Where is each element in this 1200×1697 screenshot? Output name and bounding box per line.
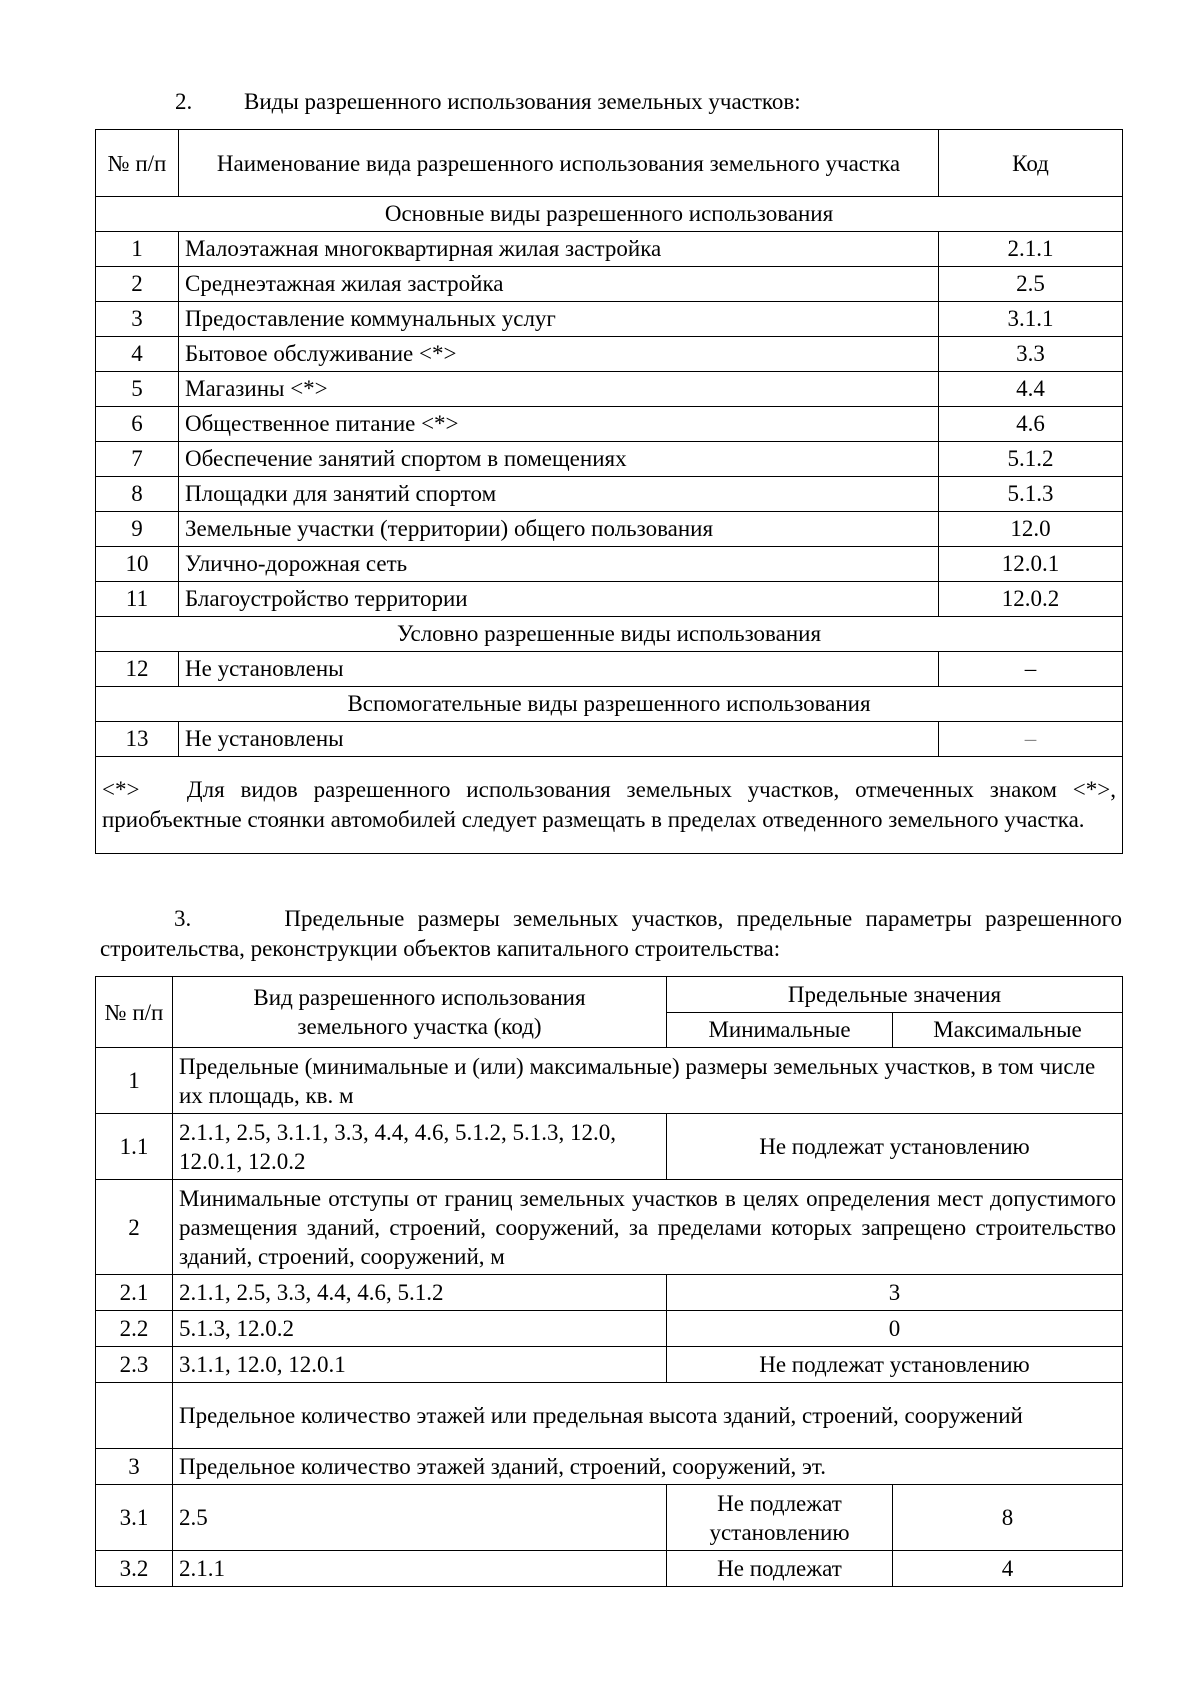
row-name: Среднеэтажная жилая застройка	[179, 267, 939, 302]
table-row	[96, 1551, 1123, 1587]
row-name: Бытовое обслуживание <*>	[179, 337, 939, 372]
limits-table	[95, 976, 1123, 1587]
row-name: Не установлены	[179, 722, 939, 757]
row-codes: 3.1.1, 12.0, 12.0.1	[173, 1347, 667, 1383]
row-number: 1	[96, 1048, 173, 1114]
row-code: 5.1.3	[939, 477, 1123, 512]
row-code: 2.5	[939, 267, 1123, 302]
table-row	[96, 1347, 1123, 1383]
table-row	[96, 337, 1123, 372]
row-number: 7	[96, 442, 179, 477]
row-number: 3	[96, 302, 179, 337]
row-value: 3	[667, 1275, 1123, 1311]
row-text: Предельные (минимальные и (или) максимальные) размеры земельных участков, в том числе их площадь, кв. м	[173, 1048, 1123, 1114]
section-2-number: 2.	[175, 89, 193, 114]
row-code: 4.4	[939, 372, 1123, 407]
row-value: Не подлежат установлению	[667, 1114, 1123, 1180]
table-header-row	[96, 130, 1123, 197]
row-value: Не подлежат установлению	[667, 1347, 1123, 1383]
row-name: Малоэтажная многоквартирная жилая застройка	[179, 232, 939, 267]
row-name: Обеспечение занятий спортом в помещениях	[179, 442, 939, 477]
section-3-title: Предельные размеры земельных участков, предельные параметры разрешенного строительства, реконструкции объектов капитального строительства:	[100, 906, 1122, 961]
row-number: 2.2	[96, 1311, 173, 1347]
table-row	[96, 302, 1123, 337]
header-number: № п/п	[96, 977, 173, 1048]
footnote-row	[96, 757, 1123, 854]
row-code: 12.0.2	[939, 582, 1123, 617]
row-name: Площадки для занятий спортом	[179, 477, 939, 512]
header-name: Наименование вида разрешенного использования земельного участка	[179, 130, 939, 197]
row-code: 12.0.1	[939, 547, 1123, 582]
row-number: 2.1	[96, 1275, 173, 1311]
row-code: 12.0	[939, 512, 1123, 547]
header-min: Минимальные	[667, 1012, 893, 1048]
row-number: 9	[96, 512, 179, 547]
row-code: –	[939, 722, 1123, 757]
row-number: 4	[96, 337, 179, 372]
row-text: Минимальные отступы от границ земельных участков в целях определения мест допустимого размещения зданий, строений, сооружений, за пределами которых запрещено строительство зданий, строений, сооружений, м	[173, 1180, 1123, 1275]
table-row	[96, 407, 1123, 442]
row-number: 3	[96, 1449, 173, 1485]
group-row-conditional	[96, 617, 1123, 652]
land-use-types-table	[95, 129, 1123, 854]
row-number: 12	[96, 652, 179, 687]
row-max: 4	[893, 1551, 1123, 1587]
header-code: Код	[939, 130, 1123, 197]
row-codes: 2.1.1	[173, 1551, 667, 1587]
header-type: Вид разрешенного использования земельного участка (код)	[173, 977, 667, 1048]
row-name: Предоставление коммунальных услуг	[179, 302, 939, 337]
row-text: Предельное количество этажей зданий, строений, сооружений, эт.	[173, 1449, 1123, 1485]
header-limits: Предельные значения	[667, 977, 1123, 1013]
table-row	[96, 582, 1123, 617]
row-name: Земельные участки (территории) общего пользования	[179, 512, 939, 547]
group-title: Основные виды разрешенного использования	[96, 197, 1123, 232]
table-row	[96, 1275, 1123, 1311]
section-3-heading	[100, 904, 1122, 964]
row-codes: 5.1.3, 12.0.2	[173, 1311, 667, 1347]
header-max: Максимальные	[893, 1012, 1123, 1048]
row-name: Не установлены	[179, 652, 939, 687]
group-title: Условно разрешенные виды использования	[96, 617, 1123, 652]
row-code: 2.1.1	[939, 232, 1123, 267]
group-title: Вспомогательные виды разрешенного использования	[96, 687, 1123, 722]
row-code: –	[939, 652, 1123, 687]
row-code: 4.6	[939, 407, 1123, 442]
table-row	[96, 442, 1123, 477]
footnote: <*> Для видов разрешенного использования земельных участков, отмеченных знаком <*>, приобъектные стоянки автомобилей следует размещать в пределах отведенного земельного участка.	[96, 757, 1123, 854]
row-number: 2	[96, 1180, 173, 1275]
section-3-number: 3.	[174, 906, 192, 931]
row-number: 10	[96, 547, 179, 582]
row-number: 11	[96, 582, 179, 617]
row-codes: 2.1.1, 2.5, 3.3, 4.4, 4.6, 5.1.2	[173, 1275, 667, 1311]
table-row	[96, 547, 1123, 582]
row-number: 2.3	[96, 1347, 173, 1383]
row-number: 1	[96, 232, 179, 267]
row-codes: 2.1.1, 2.5, 3.1.1, 3.3, 4.4, 4.6, 5.1.2, 5.1.3, 12.0, 12.0.1, 12.0.2	[173, 1114, 667, 1180]
row-name: Улично-дорожная сеть	[179, 547, 939, 582]
table-row	[96, 1180, 1123, 1275]
row-code: 3.3	[939, 337, 1123, 372]
row-text: Предельное количество этажей или предельная высота зданий, строений, сооружений	[173, 1383, 1123, 1449]
row-number: 2	[96, 267, 179, 302]
table-row	[96, 1048, 1123, 1114]
table-row	[96, 267, 1123, 302]
row-min: Не подлежат	[667, 1551, 893, 1587]
row-name: Общественное питание <*>	[179, 407, 939, 442]
row-code: 5.1.2	[939, 442, 1123, 477]
table-row	[96, 1114, 1123, 1180]
row-number: 6	[96, 407, 179, 442]
table-row	[96, 722, 1123, 757]
row-max: 8	[893, 1485, 1123, 1551]
table-row	[96, 652, 1123, 687]
table-row	[96, 477, 1123, 512]
row-codes: 2.5	[173, 1485, 667, 1551]
section-2-title: Виды разрешенного использования земельных участков:	[244, 89, 801, 114]
group-row-main	[96, 197, 1123, 232]
row-number: 3.2	[96, 1551, 173, 1587]
table-row	[96, 512, 1123, 547]
header-number: № п/п	[96, 130, 179, 197]
row-number: 3.1	[96, 1485, 173, 1551]
row-number: 1.1	[96, 1114, 173, 1180]
table-row	[96, 1485, 1123, 1551]
table-row	[96, 1311, 1123, 1347]
row-name: Благоустройство территории	[179, 582, 939, 617]
group-row-auxiliary	[96, 687, 1123, 722]
row-number: 8	[96, 477, 179, 512]
table-header-row	[96, 977, 1123, 1013]
row-name: Магазины <*>	[179, 372, 939, 407]
row-number	[96, 1383, 173, 1449]
table-row	[96, 232, 1123, 267]
row-min: Не подлежат установлению	[667, 1485, 893, 1551]
row-value: 0	[667, 1311, 1123, 1347]
table-row	[96, 1383, 1123, 1449]
table-row	[96, 372, 1123, 407]
table-row	[96, 1449, 1123, 1485]
row-number: 5	[96, 372, 179, 407]
row-number: 13	[96, 722, 179, 757]
row-code: 3.1.1	[939, 302, 1123, 337]
